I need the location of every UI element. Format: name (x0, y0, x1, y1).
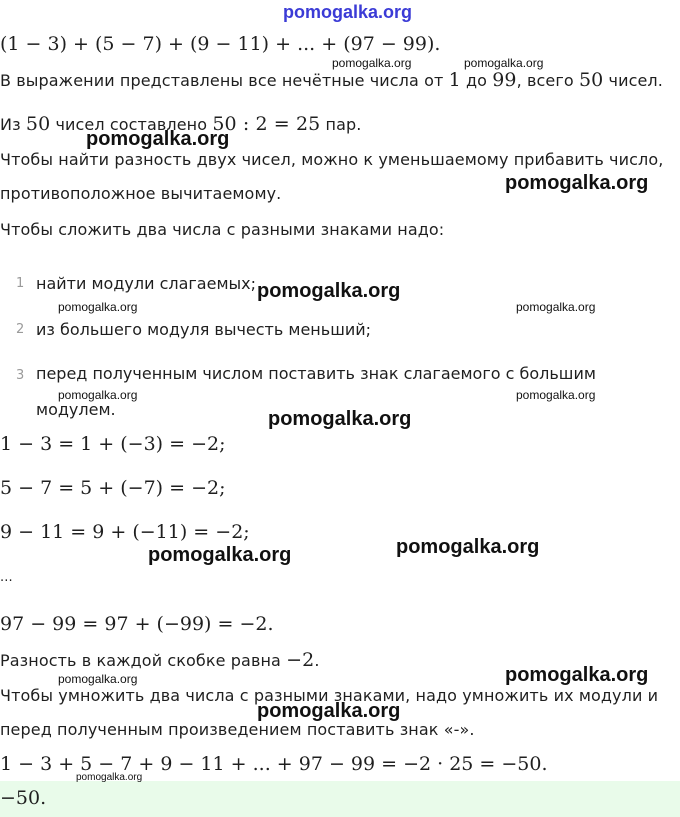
watermark: pomogalka.org (516, 300, 596, 314)
bracket-diff-value: −2 (286, 649, 315, 671)
watermark-top: pomogalka.org (283, 2, 413, 22)
intro-num-1: 1 (448, 69, 461, 91)
answer-value: −50. (0, 787, 47, 809)
pairs-part-b: чисел составлено (50, 115, 213, 134)
step-number: 3 (16, 368, 25, 383)
watermark: pomogalka.org (268, 408, 412, 430)
calc-line: 5 − 7 = 5 + (−7) = −2; (0, 477, 226, 499)
add-rule: Чтобы сложить два числа с разными знаками надо: (0, 220, 445, 239)
intro-part-a: В выражении представлены все нечётные числа от (0, 71, 449, 90)
bracket-diff-part-b: . (314, 651, 320, 670)
watermark: pomogalka.org (58, 300, 138, 314)
intro-part-c: , всего (516, 71, 579, 90)
watermark: pomogalka.org (76, 772, 143, 783)
step-text-continued: модулем. (36, 400, 116, 419)
pairs-num: 50 (25, 113, 51, 135)
intro-text (0, 68, 663, 93)
step-text: найти модули слагаемых; (36, 274, 257, 293)
answer-box (0, 781, 680, 817)
intro-part-b: до (460, 71, 493, 90)
calc-line: 97 − 99 = 97 + (−99) = −2. (0, 613, 274, 635)
calc-line: 1 − 3 = 1 + (−3) = −2; (0, 433, 226, 455)
watermark: pomogalka.org (516, 388, 596, 402)
diff-rule-line-1: Чтобы найти разность двух чисел, можно к уменьшаемому прибавить число, (0, 150, 664, 169)
step-text: из большего модуля вычесть меньший; (36, 320, 372, 339)
watermark: pomogalka.org (86, 128, 230, 150)
watermark: pomogalka.org (58, 672, 138, 686)
watermark: pomogalka.org (505, 664, 649, 686)
intro-part-d: чисел. (603, 71, 663, 90)
step-text: перед полученным числом поставить знак слагаемого с большим (36, 364, 596, 383)
watermark: pomogalka.org (505, 172, 649, 194)
mult-rule-line-2: перед полученным произведением поставить знак «-». (0, 720, 475, 739)
step-number: 2 (16, 322, 25, 337)
intro-num-2: 99 (492, 69, 517, 91)
bracket-diff-part-a: Разность в каждой скобке равна (0, 651, 287, 670)
main-expression: (1 − 3) + (5 − 7) + (9 − 11) + ... + (97 − 99). (0, 33, 441, 55)
final-expression: 1 − 3 + 5 − 7 + 9 − 11 + ... + 97 − 99 = −2 · 25 = −50. (0, 753, 548, 775)
watermark: pomogalka.org (257, 700, 401, 722)
watermark: pomogalka.org (148, 544, 292, 566)
watermark: pomogalka.org (332, 56, 412, 70)
watermark: pomogalka.org (464, 56, 544, 70)
pairs-part-c: пар. (320, 115, 362, 134)
watermark: pomogalka.org (58, 388, 138, 402)
step-number: 1 (16, 276, 25, 291)
calc-ellipsis: ... (0, 570, 13, 585)
pairs-expr: 50 : 2 = 25 (212, 113, 321, 135)
bracket-diff-text (0, 648, 320, 673)
intro-num-3: 50 (578, 69, 604, 91)
mult-rule-line-1: Чтобы умножить два числа с разными знаками, надо умножить их модули и (0, 686, 659, 705)
calc-line: 9 − 11 = 9 + (−11) = −2; (0, 521, 250, 543)
pairs-part-a: Из (0, 115, 26, 134)
watermark: pomogalka.org (396, 536, 540, 558)
watermark: pomogalka.org (257, 280, 401, 302)
diff-rule-line-2: противоположное вычитаемому. (0, 184, 282, 203)
